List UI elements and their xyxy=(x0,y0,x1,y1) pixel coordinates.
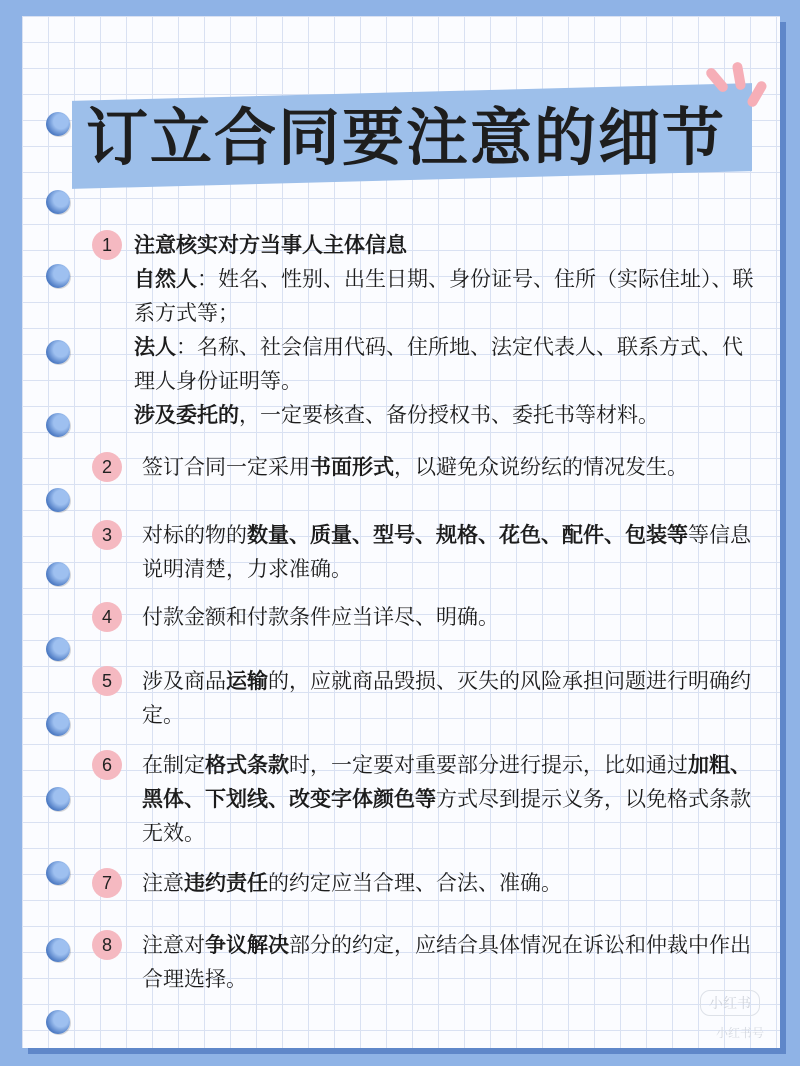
bold-text: 涉及委托的 xyxy=(134,403,239,427)
item-line xyxy=(134,335,743,393)
binder-hole-icon xyxy=(46,712,70,736)
item-number-badge: 3 xyxy=(92,520,122,550)
page-title: 订立合同要注意的细节 xyxy=(86,101,727,174)
text-segment: 部分的约定，应结合具体情况在诉讼和仲裁中作出合理选择。 xyxy=(142,933,751,991)
list-item xyxy=(92,866,762,906)
binder-hole-icon xyxy=(46,938,70,962)
list-item xyxy=(92,228,762,428)
item-line xyxy=(142,753,751,845)
list-item xyxy=(92,600,762,640)
bold-text: 法人 xyxy=(134,335,176,359)
item-text xyxy=(142,928,762,996)
list-item xyxy=(92,450,762,490)
item-text xyxy=(142,866,762,900)
item-line xyxy=(134,267,754,325)
item-number-badge: 8 xyxy=(92,930,122,960)
text-segment: 时，一定要对重要部分进行提示，比如通过 xyxy=(289,753,688,777)
list-item xyxy=(92,664,762,734)
text-segment: 涉及商品 xyxy=(142,669,226,693)
text-segment: 签订合同一定采用 xyxy=(142,455,310,479)
binder-hole-icon xyxy=(46,637,70,661)
text-segment: 对标的物的 xyxy=(142,523,247,547)
binder-hole-icon xyxy=(46,488,70,512)
text-segment: ，以避免众说纷纭的情况发生。 xyxy=(394,455,688,479)
item-number-badge: 6 xyxy=(92,750,122,780)
binder-hole-icon xyxy=(46,1010,70,1034)
text-segment: 在制定 xyxy=(142,753,205,777)
binder-hole-icon xyxy=(46,787,70,811)
bold-text: 违约责任 xyxy=(184,871,268,895)
list-item xyxy=(92,518,762,588)
binder-hole-icon xyxy=(46,340,70,364)
item-number-badge: 1 xyxy=(92,230,122,260)
binder-hole-icon xyxy=(46,190,70,214)
watermark-logo: 小红书 xyxy=(700,990,760,1016)
binder-hole-icon xyxy=(46,264,70,288)
text-segment: 注意对 xyxy=(142,933,205,957)
item-text xyxy=(142,664,762,732)
text-segment: ：名称、社会信用代码、住所地、法定代表人、联系方式、代理人身份证明等。 xyxy=(134,335,743,393)
text-segment: ：姓名、性别、出生日期、身份证号、住所（实际住址）、联系方式等； xyxy=(134,267,754,325)
text-segment: 的约定应当合理、合法、准确。 xyxy=(268,871,562,895)
item-number-badge: 5 xyxy=(92,666,122,696)
item-number-badge: 4 xyxy=(92,602,122,632)
bold-text: 加粗、黑体、下划线、改变字体颜色等 xyxy=(142,753,751,811)
item-line xyxy=(142,523,751,581)
item-line xyxy=(134,233,407,257)
binder-hole-icon xyxy=(46,112,70,136)
bold-text: 自然人 xyxy=(134,267,197,291)
item-line xyxy=(142,871,562,895)
bold-text: 书面形式 xyxy=(310,455,394,479)
binder-hole-icon xyxy=(46,413,70,437)
text-segment: 付款金额和付款条件应当详尽、明确。 xyxy=(142,605,499,629)
text-segment: 的，应就商品毁损、灭失的风险承担问题进行明确约定。 xyxy=(142,669,751,727)
binder-hole-icon xyxy=(46,861,70,885)
item-text xyxy=(142,748,762,850)
text-segment: ，一定要核查、备份授权书、委托书等材料。 xyxy=(239,403,659,427)
item-text xyxy=(134,228,762,432)
list-item xyxy=(92,928,762,998)
bold-text: 争议解决 xyxy=(205,933,289,957)
item-text xyxy=(142,600,762,634)
item-number-badge: 7 xyxy=(92,868,122,898)
watermark-id: 小红书号 xyxy=(715,1026,764,1040)
item-line xyxy=(142,605,499,629)
item-number-badge: 2 xyxy=(92,452,122,482)
text-segment: 注意 xyxy=(142,871,184,895)
item-line xyxy=(134,403,659,427)
bold-text: 运输 xyxy=(226,669,268,693)
item-line xyxy=(142,669,751,727)
item-line xyxy=(142,933,751,991)
item-line xyxy=(142,455,688,479)
binder-hole-icon xyxy=(46,562,70,586)
item-text xyxy=(142,518,762,586)
bold-text: 格式条款 xyxy=(205,753,289,777)
bold-text: 注意核实对方当事人主体信息 xyxy=(134,233,407,257)
text-segment: 等信息说明清楚，力求准确。 xyxy=(142,523,751,581)
bold-text: 数量、质量、型号、规格、花色、配件、包装等 xyxy=(247,523,688,547)
item-text xyxy=(142,450,762,484)
list-item xyxy=(92,748,762,852)
text-segment: 方式尽到提示义务，以免格式条款无效。 xyxy=(142,787,751,845)
